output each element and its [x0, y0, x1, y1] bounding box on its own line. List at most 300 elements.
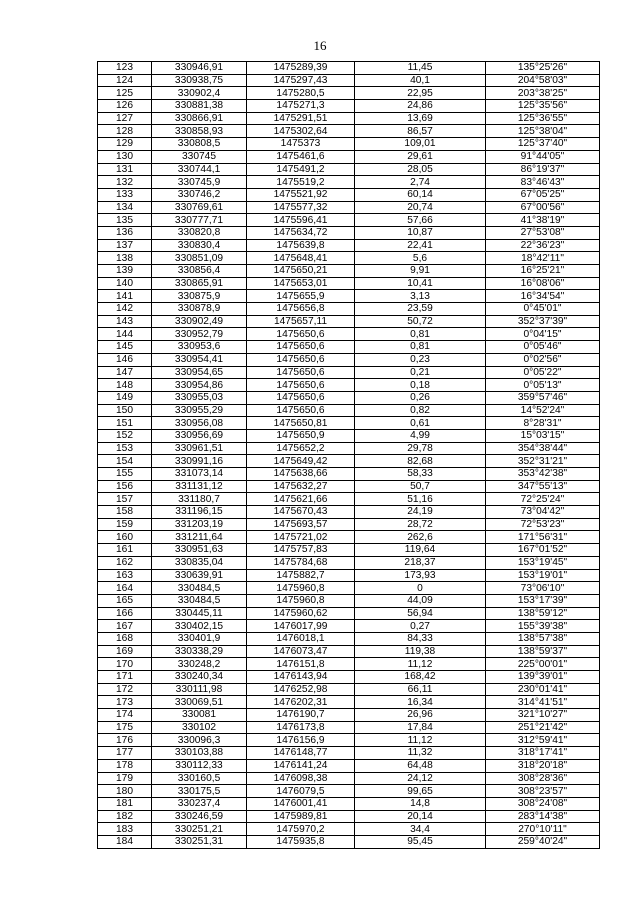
table-row [98, 366, 600, 379]
direction-angle-cell: 314°41'51" [486, 696, 600, 709]
x-coordinate-cell: 330445,11 [152, 607, 247, 620]
x-coordinate-cell: 330746,2 [152, 188, 247, 201]
table-row [98, 303, 600, 316]
table-row [98, 429, 600, 442]
x-coordinate-cell: 330069,51 [152, 696, 247, 709]
table-row [98, 87, 600, 100]
table-row [98, 569, 600, 582]
direction-angle-cell: 83°46'43" [486, 176, 600, 189]
y-coordinate-cell: 1475289,39 [247, 62, 355, 75]
point-number-cell: 143 [98, 315, 152, 328]
x-coordinate-cell: 330777,71 [152, 214, 247, 227]
y-coordinate-cell: 1476141,24 [247, 759, 355, 772]
length-cell: 0,81 [355, 328, 486, 341]
table-row [98, 163, 600, 176]
coordinates-table [97, 61, 600, 849]
y-coordinate-cell: 1475650,6 [247, 404, 355, 417]
y-coordinate-cell: 1476073,47 [247, 645, 355, 658]
direction-angle-cell: 0°05'22" [486, 366, 600, 379]
y-coordinate-cell: 1476252,98 [247, 683, 355, 696]
table-row [98, 544, 600, 557]
length-cell: 0,81 [355, 341, 486, 354]
x-coordinate-cell: 330820,8 [152, 226, 247, 239]
y-coordinate-cell: 1475960,62 [247, 607, 355, 620]
y-coordinate-cell: 1475657,11 [247, 315, 355, 328]
direction-angle-cell: 270°10'11" [486, 823, 600, 836]
x-coordinate-cell: 330808,5 [152, 138, 247, 151]
table-row [98, 226, 600, 239]
x-coordinate-cell: 330881,38 [152, 100, 247, 113]
x-coordinate-cell: 330745,9 [152, 176, 247, 189]
table-row [98, 683, 600, 696]
point-number-cell: 164 [98, 582, 152, 595]
length-cell: 5,6 [355, 252, 486, 265]
table-row [98, 709, 600, 722]
direction-angle-cell: 0°05'13" [486, 379, 600, 392]
table-row [98, 506, 600, 519]
x-coordinate-cell: 330956,69 [152, 429, 247, 442]
point-number-cell: 174 [98, 709, 152, 722]
y-coordinate-cell: 1475650,81 [247, 417, 355, 430]
y-coordinate-cell: 1476151,8 [247, 658, 355, 671]
y-coordinate-cell: 1476098,38 [247, 772, 355, 785]
length-cell: 11,12 [355, 734, 486, 747]
point-number-cell: 147 [98, 366, 152, 379]
direction-angle-cell: 125°36'55" [486, 112, 600, 125]
length-cell: 28,05 [355, 163, 486, 176]
direction-angle-cell: 86°19'37" [486, 163, 600, 176]
table-row [98, 252, 600, 265]
length-cell: 86,57 [355, 125, 486, 138]
table-row [98, 417, 600, 430]
y-coordinate-cell: 1475655,9 [247, 290, 355, 303]
table-row [98, 290, 600, 303]
x-coordinate-cell: 331131,12 [152, 480, 247, 493]
point-number-cell: 158 [98, 506, 152, 519]
point-number-cell: 176 [98, 734, 152, 747]
x-coordinate-cell: 330991,16 [152, 455, 247, 468]
length-cell: 0,18 [355, 379, 486, 392]
y-coordinate-cell: 1475577,32 [247, 201, 355, 214]
table-row [98, 480, 600, 493]
table-row [98, 265, 600, 278]
direction-angle-cell: 73°04'42" [486, 506, 600, 519]
table-row [98, 747, 600, 760]
y-coordinate-cell: 1475650,9 [247, 429, 355, 442]
length-cell: 109,01 [355, 138, 486, 151]
direction-angle-cell: 318°20'18" [486, 759, 600, 772]
point-number-cell: 124 [98, 74, 152, 87]
length-cell: 11,32 [355, 747, 486, 760]
length-cell: 10,41 [355, 277, 486, 290]
x-coordinate-cell: 330961,51 [152, 442, 247, 455]
x-coordinate-cell: 330954,41 [152, 353, 247, 366]
y-coordinate-cell: 1475632,27 [247, 480, 355, 493]
y-coordinate-cell: 1476001,41 [247, 797, 355, 810]
point-number-cell: 145 [98, 341, 152, 354]
direction-angle-cell: 125°35'56" [486, 100, 600, 113]
direction-angle-cell: 125°38'04" [486, 125, 600, 138]
x-coordinate-cell: 330484,5 [152, 594, 247, 607]
point-number-cell: 153 [98, 442, 152, 455]
table-row [98, 468, 600, 481]
y-coordinate-cell: 1475302,64 [247, 125, 355, 138]
table-row [98, 823, 600, 836]
x-coordinate-cell: 330745 [152, 150, 247, 163]
direction-angle-cell: 359°57'46" [486, 391, 600, 404]
x-coordinate-cell: 330102 [152, 721, 247, 734]
x-coordinate-cell: 330866,91 [152, 112, 247, 125]
x-coordinate-cell: 330875,9 [152, 290, 247, 303]
table-row [98, 531, 600, 544]
table-row [98, 721, 600, 734]
x-coordinate-cell: 330856,4 [152, 265, 247, 278]
table-row [98, 658, 600, 671]
length-cell: 44,09 [355, 594, 486, 607]
point-number-cell: 154 [98, 455, 152, 468]
point-number-cell: 142 [98, 303, 152, 316]
point-number-cell: 125 [98, 87, 152, 100]
direction-angle-cell: 321°10'27" [486, 709, 600, 722]
length-cell: 0,26 [355, 391, 486, 404]
length-cell: 26,96 [355, 709, 486, 722]
point-number-cell: 175 [98, 721, 152, 734]
length-cell: 50,72 [355, 315, 486, 328]
direction-angle-cell: 139°39'01" [486, 671, 600, 684]
y-coordinate-cell: 1475960,8 [247, 582, 355, 595]
length-cell: 57,66 [355, 214, 486, 227]
table-row [98, 328, 600, 341]
direction-angle-cell: 138°59'37" [486, 645, 600, 658]
length-cell: 95,45 [355, 835, 486, 848]
y-coordinate-cell: 1476173,8 [247, 721, 355, 734]
table-row [98, 632, 600, 645]
direction-angle-cell: 135°25'26" [486, 62, 600, 75]
x-coordinate-cell: 330160,5 [152, 772, 247, 785]
length-cell: 173,93 [355, 569, 486, 582]
direction-angle-cell: 204°58'03" [486, 74, 600, 87]
direction-angle-cell: 352°37'39" [486, 315, 600, 328]
point-number-cell: 140 [98, 277, 152, 290]
direction-angle-cell: 72°53'23" [486, 518, 600, 531]
point-number-cell: 181 [98, 797, 152, 810]
point-number-cell: 173 [98, 696, 152, 709]
direction-angle-cell: 283°14'38" [486, 810, 600, 823]
direction-angle-cell: 8°28'31" [486, 417, 600, 430]
x-coordinate-cell: 330251,31 [152, 835, 247, 848]
x-coordinate-cell: 330240,34 [152, 671, 247, 684]
direction-angle-cell: 18°42'11" [486, 252, 600, 265]
direction-angle-cell: 251°21'42" [486, 721, 600, 734]
direction-angle-cell: 308°23'57" [486, 785, 600, 798]
point-number-cell: 136 [98, 226, 152, 239]
length-cell: 24,86 [355, 100, 486, 113]
length-cell: 11,45 [355, 62, 486, 75]
length-cell: 16,34 [355, 696, 486, 709]
x-coordinate-cell: 330902,4 [152, 87, 247, 100]
table-row [98, 74, 600, 87]
length-cell: 0,23 [355, 353, 486, 366]
point-number-cell: 128 [98, 125, 152, 138]
x-coordinate-cell: 330248,2 [152, 658, 247, 671]
y-coordinate-cell: 1475373 [247, 138, 355, 151]
table-row [98, 315, 600, 328]
y-coordinate-cell: 1475650,21 [247, 265, 355, 278]
point-number-cell: 151 [98, 417, 152, 430]
point-number-cell: 184 [98, 835, 152, 848]
x-coordinate-cell: 330938,75 [152, 74, 247, 87]
table-row [98, 112, 600, 125]
point-number-cell: 163 [98, 569, 152, 582]
direction-angle-cell: 91°44'05" [486, 150, 600, 163]
y-coordinate-cell: 1475638,66 [247, 468, 355, 481]
x-coordinate-cell: 330251,21 [152, 823, 247, 836]
y-coordinate-cell: 1475652,2 [247, 442, 355, 455]
y-coordinate-cell: 1475653,01 [247, 277, 355, 290]
y-coordinate-cell: 1475596,41 [247, 214, 355, 227]
table-row [98, 404, 600, 417]
y-coordinate-cell: 1475935,8 [247, 835, 355, 848]
table-row [98, 455, 600, 468]
direction-angle-cell: 41°38'19" [486, 214, 600, 227]
length-cell: 0,21 [355, 366, 486, 379]
table-row [98, 696, 600, 709]
length-cell: 119,64 [355, 544, 486, 557]
x-coordinate-cell: 330112,33 [152, 759, 247, 772]
table-row [98, 125, 600, 138]
y-coordinate-cell: 1476018,1 [247, 632, 355, 645]
x-coordinate-cell: 330878,9 [152, 303, 247, 316]
point-number-cell: 161 [98, 544, 152, 557]
table-row [98, 176, 600, 189]
length-cell: 13,69 [355, 112, 486, 125]
point-number-cell: 177 [98, 747, 152, 760]
y-coordinate-cell: 1475989,81 [247, 810, 355, 823]
point-number-cell: 144 [98, 328, 152, 341]
table-row [98, 772, 600, 785]
point-number-cell: 139 [98, 265, 152, 278]
x-coordinate-cell: 330902,49 [152, 315, 247, 328]
point-number-cell: 152 [98, 429, 152, 442]
x-coordinate-cell: 330858,93 [152, 125, 247, 138]
y-coordinate-cell: 1475882,7 [247, 569, 355, 582]
table-row [98, 150, 600, 163]
x-coordinate-cell: 330096,3 [152, 734, 247, 747]
point-number-cell: 160 [98, 531, 152, 544]
y-coordinate-cell: 1475648,41 [247, 252, 355, 265]
length-cell: 24,12 [355, 772, 486, 785]
x-coordinate-cell: 330954,65 [152, 366, 247, 379]
table-row [98, 594, 600, 607]
table-row [98, 556, 600, 569]
direction-angle-cell: 22°36'23" [486, 239, 600, 252]
x-coordinate-cell: 330830,4 [152, 239, 247, 252]
point-number-cell: 127 [98, 112, 152, 125]
direction-angle-cell: 155°39'38" [486, 620, 600, 633]
direction-angle-cell: 138°59'12" [486, 607, 600, 620]
y-coordinate-cell: 1475491,2 [247, 163, 355, 176]
x-coordinate-cell: 331180,7 [152, 493, 247, 506]
direction-angle-cell: 312°59'41" [486, 734, 600, 747]
y-coordinate-cell: 1475639,8 [247, 239, 355, 252]
x-coordinate-cell: 330484,5 [152, 582, 247, 595]
point-number-cell: 167 [98, 620, 152, 633]
direction-angle-cell: 0°04'15" [486, 328, 600, 341]
x-coordinate-cell: 330401,9 [152, 632, 247, 645]
table-row [98, 493, 600, 506]
length-cell: 29,78 [355, 442, 486, 455]
y-coordinate-cell: 1475656,8 [247, 303, 355, 316]
x-coordinate-cell: 330952,79 [152, 328, 247, 341]
x-coordinate-cell: 330946,91 [152, 62, 247, 75]
y-coordinate-cell: 1475291,51 [247, 112, 355, 125]
length-cell: 28,72 [355, 518, 486, 531]
table-row [98, 810, 600, 823]
table-row [98, 100, 600, 113]
direction-angle-cell: 225°00'01" [486, 658, 600, 671]
direction-angle-cell: 73°06'10" [486, 582, 600, 595]
length-cell: 60,14 [355, 188, 486, 201]
table-row [98, 620, 600, 633]
length-cell: 3,13 [355, 290, 486, 303]
direction-angle-cell: 16°08'06" [486, 277, 600, 290]
table-row [98, 518, 600, 531]
x-coordinate-cell: 330851,09 [152, 252, 247, 265]
direction-angle-cell: 171°56'31" [486, 531, 600, 544]
length-cell: 50,7 [355, 480, 486, 493]
table-row [98, 734, 600, 747]
x-coordinate-cell: 330955,29 [152, 404, 247, 417]
length-cell: 58,33 [355, 468, 486, 481]
y-coordinate-cell: 1476202,31 [247, 696, 355, 709]
table-row [98, 582, 600, 595]
direction-angle-cell: 318°17'41" [486, 747, 600, 760]
x-coordinate-cell: 330246,59 [152, 810, 247, 823]
point-number-cell: 159 [98, 518, 152, 531]
y-coordinate-cell: 1475784,68 [247, 556, 355, 569]
x-coordinate-cell: 330338,29 [152, 645, 247, 658]
table-row [98, 379, 600, 392]
direction-angle-cell: 352°31'21" [486, 455, 600, 468]
point-number-cell: 131 [98, 163, 152, 176]
length-cell: 0,82 [355, 404, 486, 417]
direction-angle-cell: 0°45'01" [486, 303, 600, 316]
point-number-cell: 182 [98, 810, 152, 823]
table-row [98, 239, 600, 252]
x-coordinate-cell: 330081 [152, 709, 247, 722]
length-cell: 20,14 [355, 810, 486, 823]
y-coordinate-cell: 1475960,8 [247, 594, 355, 607]
point-number-cell: 126 [98, 100, 152, 113]
table-row [98, 62, 600, 75]
length-cell: 9,91 [355, 265, 486, 278]
length-cell: 119,38 [355, 645, 486, 658]
length-cell: 24,19 [355, 506, 486, 519]
length-cell: 10,87 [355, 226, 486, 239]
y-coordinate-cell: 1475621,66 [247, 493, 355, 506]
y-coordinate-cell: 1475670,43 [247, 506, 355, 519]
point-number-cell: 156 [98, 480, 152, 493]
length-cell: 23,59 [355, 303, 486, 316]
y-coordinate-cell: 1476190,7 [247, 709, 355, 722]
y-coordinate-cell: 1475650,6 [247, 353, 355, 366]
length-cell: 64,48 [355, 759, 486, 772]
y-coordinate-cell: 1475650,6 [247, 379, 355, 392]
x-coordinate-cell: 330865,91 [152, 277, 247, 290]
length-cell: 56,94 [355, 607, 486, 620]
table-row [98, 201, 600, 214]
length-cell: 14,8 [355, 797, 486, 810]
point-number-cell: 148 [98, 379, 152, 392]
y-coordinate-cell: 1475650,6 [247, 341, 355, 354]
direction-angle-cell: 308°24'08" [486, 797, 600, 810]
direction-angle-cell: 153°19'01" [486, 569, 600, 582]
coordinates-table-body [98, 62, 600, 849]
length-cell: 218,37 [355, 556, 486, 569]
y-coordinate-cell: 1475297,43 [247, 74, 355, 87]
length-cell: 0,61 [355, 417, 486, 430]
point-number-cell: 157 [98, 493, 152, 506]
length-cell: 0 [355, 582, 486, 595]
y-coordinate-cell: 1475519,2 [247, 176, 355, 189]
y-coordinate-cell: 1475634,72 [247, 226, 355, 239]
direction-angle-cell: 153°19'45" [486, 556, 600, 569]
point-number-cell: 130 [98, 150, 152, 163]
direction-angle-cell: 125°37'40" [486, 138, 600, 151]
length-cell: 29,61 [355, 150, 486, 163]
y-coordinate-cell: 1475280,5 [247, 87, 355, 100]
x-coordinate-cell: 330402,15 [152, 620, 247, 633]
direction-angle-cell: 167°01'52" [486, 544, 600, 557]
direction-angle-cell: 72°25'24" [486, 493, 600, 506]
point-number-cell: 123 [98, 62, 152, 75]
table-row [98, 797, 600, 810]
point-number-cell: 149 [98, 391, 152, 404]
y-coordinate-cell: 1475461,6 [247, 150, 355, 163]
y-coordinate-cell: 1475970,2 [247, 823, 355, 836]
length-cell: 17,84 [355, 721, 486, 734]
point-number-cell: 133 [98, 188, 152, 201]
table-row [98, 341, 600, 354]
direction-angle-cell: 354°38'44" [486, 442, 600, 455]
direction-angle-cell: 153°17'39" [486, 594, 600, 607]
point-number-cell: 165 [98, 594, 152, 607]
length-cell: 40,1 [355, 74, 486, 87]
x-coordinate-cell: 330639,91 [152, 569, 247, 582]
y-coordinate-cell: 1475693,57 [247, 518, 355, 531]
x-coordinate-cell: 330744,1 [152, 163, 247, 176]
y-coordinate-cell: 1476079,5 [247, 785, 355, 798]
direction-angle-cell: 203°38'25" [486, 87, 600, 100]
direction-angle-cell: 347°55'13" [486, 480, 600, 493]
x-coordinate-cell: 330955,03 [152, 391, 247, 404]
point-number-cell: 146 [98, 353, 152, 366]
direction-angle-cell: 16°34'54" [486, 290, 600, 303]
point-number-cell: 141 [98, 290, 152, 303]
length-cell: 51,16 [355, 493, 486, 506]
point-number-cell: 166 [98, 607, 152, 620]
point-number-cell: 183 [98, 823, 152, 836]
y-coordinate-cell: 1475521,92 [247, 188, 355, 201]
x-coordinate-cell: 330103,88 [152, 747, 247, 760]
point-number-cell: 170 [98, 658, 152, 671]
table-row [98, 277, 600, 290]
direction-angle-cell: 138°57'38" [486, 632, 600, 645]
point-number-cell: 162 [98, 556, 152, 569]
x-coordinate-cell: 331203,19 [152, 518, 247, 531]
point-number-cell: 134 [98, 201, 152, 214]
point-number-cell: 137 [98, 239, 152, 252]
